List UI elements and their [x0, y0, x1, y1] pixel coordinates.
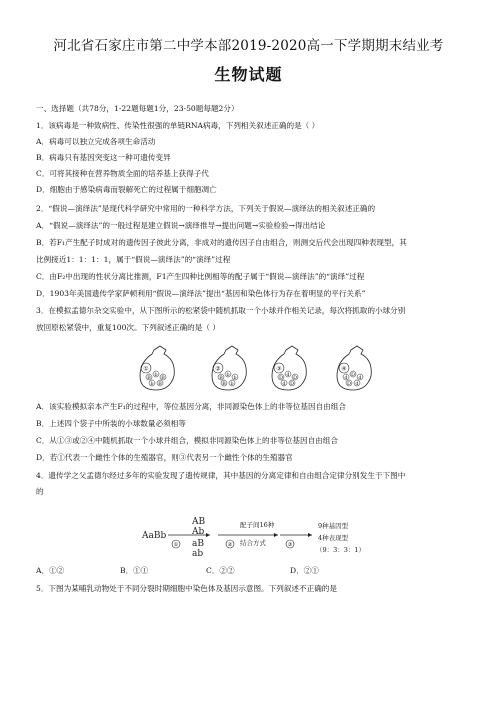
exam-header: 河北省石家庄市第二中学本部2019-2020高一下学期期末结业考: [53, 38, 444, 54]
section-heading: 一、选择题（共78分，1-22题每题1分，23-50题每题2分）: [36, 104, 239, 113]
step-2-marker: ②: [227, 542, 233, 548]
bag-3: [272, 346, 306, 390]
q4-option-d: D．②①: [290, 566, 319, 575]
ball: D: [292, 374, 298, 381]
q2-option-d: D．1903年美国遗传学家萨顿利用“假说—演绎法”提出“基因和染色体行为存在着明显的平行关系”: [36, 289, 366, 298]
bag-3-number: ③: [276, 365, 282, 373]
gamete-ab-2: Ab: [192, 527, 205, 537]
bag-1-number: ①: [143, 365, 149, 373]
gamete-ab-3: aB: [192, 539, 204, 549]
gamete-ab-1: AB: [192, 517, 206, 527]
ball: B: [147, 374, 151, 381]
question-5-stem: 5．下图为某哺乳动物处于不同分裂时期细胞中染色体及基因示意图。下列叙述不正确的是: [36, 584, 337, 593]
q2-option-b-line1: B．若F₁产生配子时成对的遗传因子彼此分离，非成对的遗传因子自由组合，则测交后代会出现四种表现型，其: [36, 238, 407, 247]
gene-process-diagram: [130, 512, 390, 560]
q4-option-c: C．②②: [206, 566, 235, 575]
question-3-stem-line1: 3．在模拟孟德尔杂交实验中，从下图所示的松紧袋中随机抓取一个小球并作相关记录，每次将抓取的小球分别: [36, 306, 406, 315]
ball: D: [350, 371, 356, 378]
question-3-stem-line2: 放回原松紧袋中，重复100次。下列叙述正确的是（ ）: [36, 323, 220, 332]
gamete-ab-4: ab: [192, 549, 204, 559]
question-4-stem-line1: 4．遗传学之父孟德尔经过多年的实验发现了遗传规律，其中基因的分离定律和自由组合定律分别发生于下图中: [36, 471, 406, 480]
ball: b: [226, 371, 230, 378]
ball: b: [154, 371, 158, 378]
question-1-stem: 1．该病毒是一种致病性、传染性很强的单链RNA病毒，下列相关叙述正确的是（ ）: [36, 121, 320, 130]
q4-option-b: B．①①: [120, 566, 149, 575]
question-2-stem: 2．“假说—演绎法”是现代科学研究中常用的一种科学方法，下列关于假说—演绎法的相关叙述正确的: [36, 204, 376, 213]
q1-option-c: C．可将其接种在营养物质全面的培养基上获得子代: [36, 169, 209, 178]
ball: B: [161, 374, 165, 381]
ball: B: [222, 380, 226, 387]
bag-2-number: ②: [215, 365, 221, 373]
ball: B: [219, 374, 223, 381]
step-3-marker: ③: [287, 542, 293, 548]
ball: D: [289, 380, 295, 387]
fertilization-label-2: 结合方式: [240, 539, 266, 547]
step-1-marker: ①: [173, 542, 179, 548]
q4-option-a: A．①②: [36, 566, 65, 575]
ball: d: [282, 380, 286, 387]
ball: d: [286, 371, 290, 378]
bag-2: [212, 346, 246, 390]
exam-title: 生物试题: [214, 65, 283, 84]
q1-option-d: D．细胞由于感染病毒而裂解死亡的过程属于细胞凋亡: [36, 185, 217, 194]
q2-option-a: A．“假说—演绎法”的一般过程是建立假说→演绎推导→提出问题→实验检验→得出结论: [36, 221, 326, 230]
ball: b: [233, 374, 237, 381]
result-1: 9种基因型: [318, 522, 349, 530]
ball: D: [278, 374, 284, 381]
q3-option-d: D．若①代表一个雌性个体的生殖器官，则③代表另一个雌性个体的生殖器官: [36, 453, 293, 462]
q2-option-c: C．由F₂中出现的性状分离比推测，F1产生四种比例相等的配子属于“假说—演绎法”的“演绎”过程: [36, 272, 365, 281]
bag-4: [337, 346, 371, 390]
bag-1: [140, 346, 174, 390]
ball: d: [355, 380, 359, 387]
bags-figure: [36, 344, 386, 392]
genotype-label: AaBb: [142, 531, 167, 541]
ball: d: [344, 374, 348, 381]
ball: D: [346, 380, 352, 387]
question-4-stem-line2: 的: [36, 487, 44, 496]
ball: B: [158, 380, 162, 387]
q3-option-a: A．该实验模拟亲本产生F₁的过程中，等位基因分离，非同源染色体上的非等位基因自由组合: [36, 402, 346, 411]
fertilization-label-1: 配子间16种: [240, 521, 275, 529]
q3-option-b: B．上述四个袋子中所装的小球数量必须相等: [36, 419, 186, 428]
q1-option-a: A．病毒可以独立完成各项生命活动: [36, 137, 156, 146]
ball: d: [358, 374, 362, 381]
bag-4-number: ④: [341, 365, 347, 373]
ball: b: [230, 380, 234, 387]
q3-option-c: C．从①③或②④中随机抓取一个小球并组合，模拟非同源染色体上的非等位基因自由组合: [36, 436, 338, 445]
ball: b: [150, 380, 154, 387]
q2-option-b-line2: 比例接近1：1：1：1，属于“假说—演绎法”的“演绎”过程: [36, 255, 231, 264]
result-ratio: （9：3：3：1）: [316, 546, 366, 554]
q1-option-b: B．病毒只有基因突变这一种可遗传变异: [36, 153, 171, 162]
result-2: 4种表现型: [318, 534, 349, 542]
